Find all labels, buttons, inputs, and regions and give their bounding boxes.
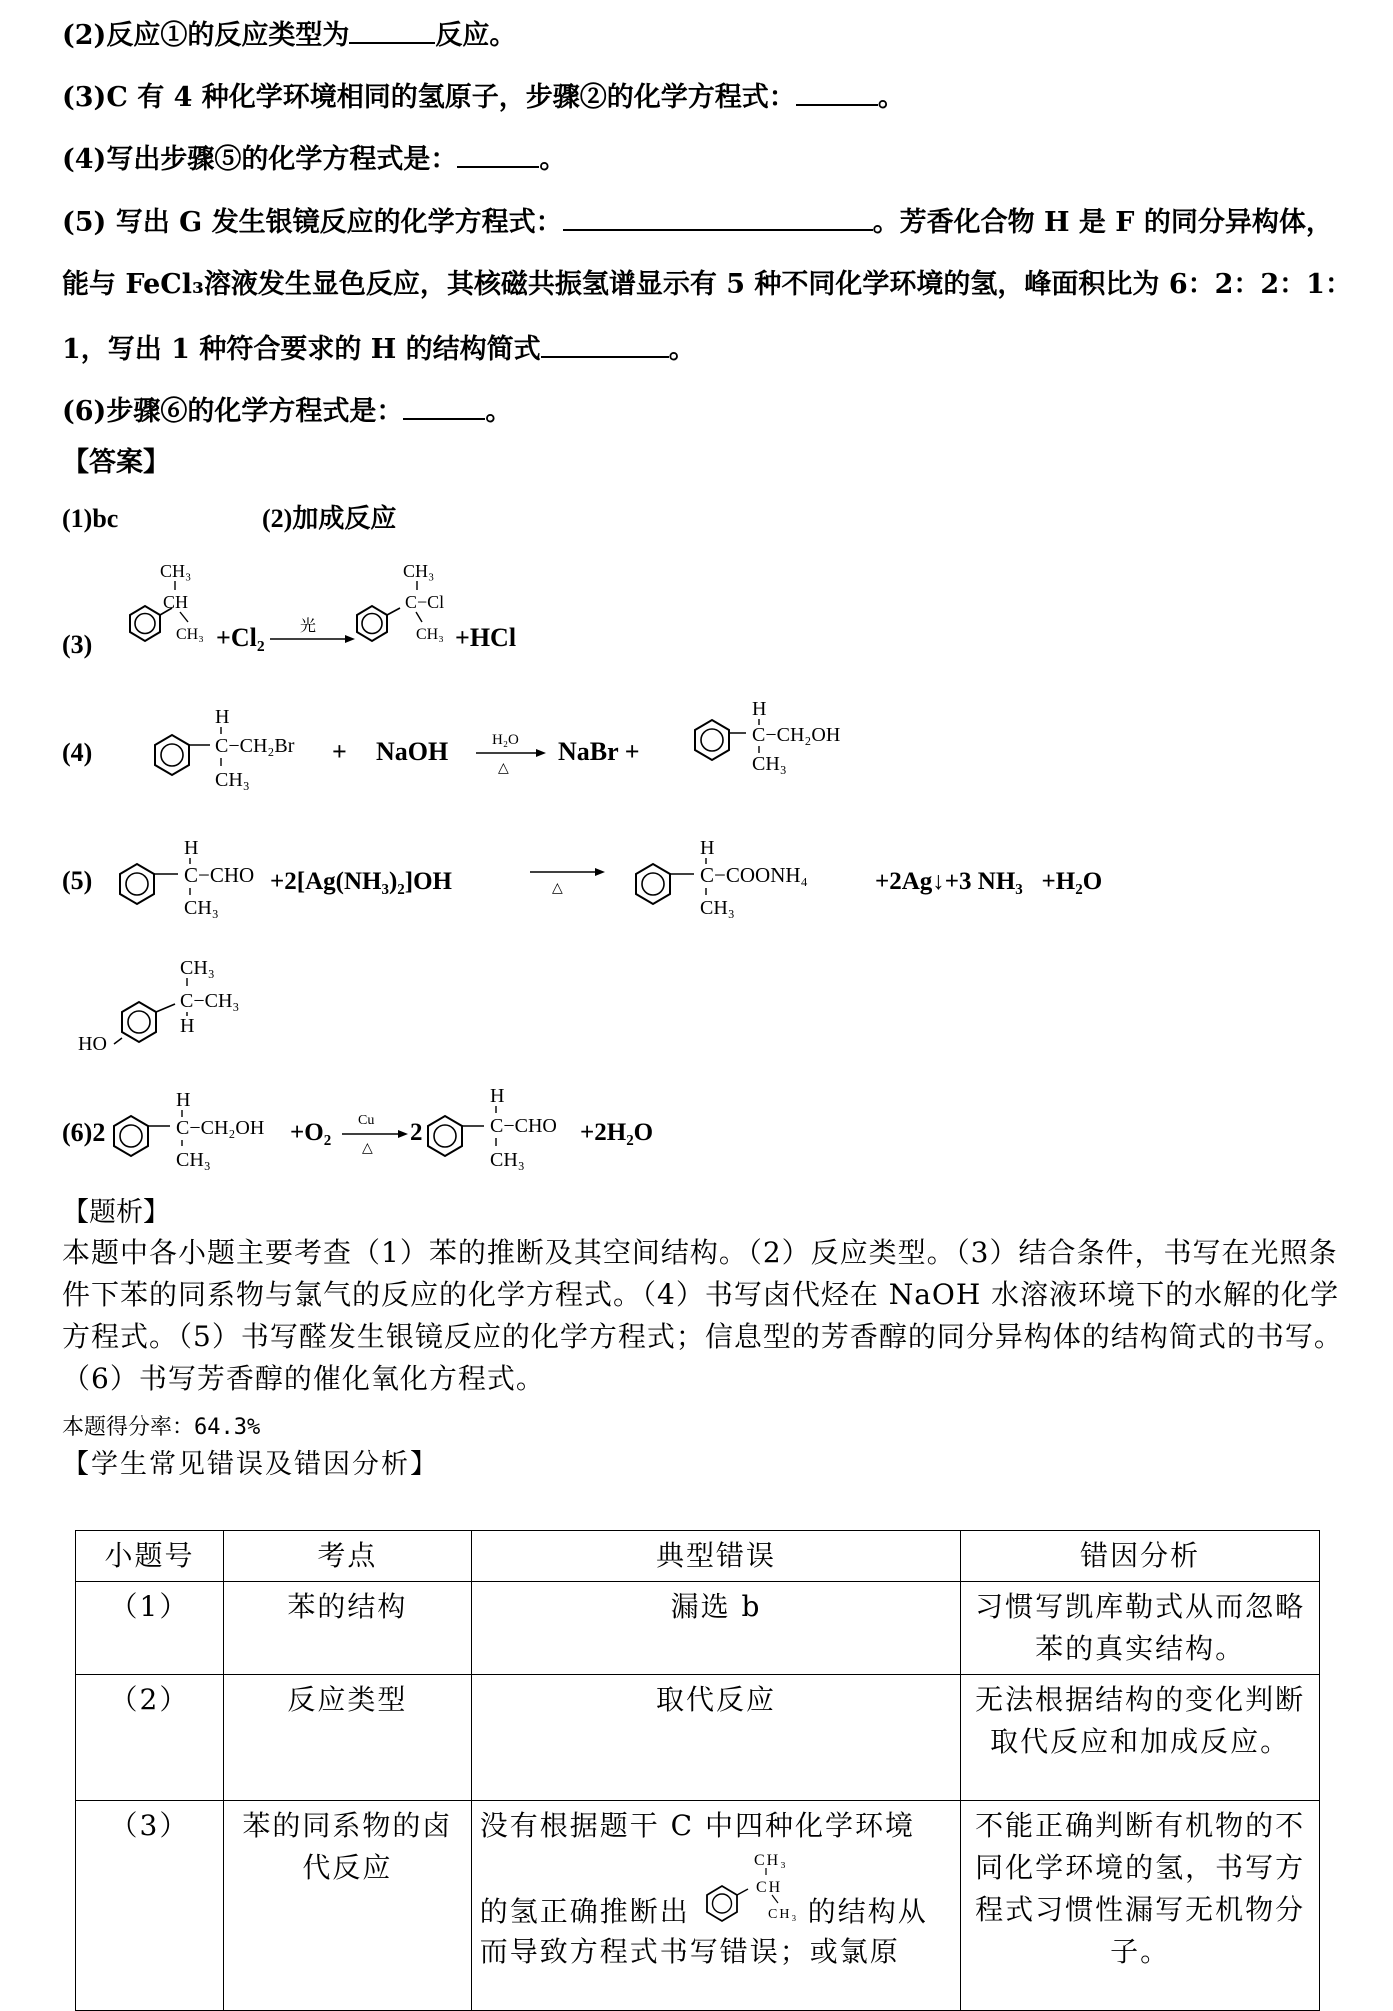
hydrogen-label: H xyxy=(490,1085,505,1107)
chlorine-reagent: +Cl₂ xyxy=(216,623,265,652)
row-mistake-line: 的氢正确推断出 xyxy=(479,1895,690,1928)
hydrogen-label: H xyxy=(176,1089,191,1111)
row-mistake xyxy=(471,1801,961,2011)
column-header: 错因分析 xyxy=(961,1531,1320,1582)
ch2oh-group: C−CH₂OH xyxy=(752,724,841,746)
methyl-label: CH₃ xyxy=(160,561,192,581)
row-mistake-line: 没有根据题干 C 中四种化学环境 xyxy=(479,1809,915,1842)
row-mistake-line: 的结构从 xyxy=(807,1895,928,1928)
analysis-text: 本题中各小题主要考查（1）苯的推断及其空间结构。（2）反应类型。（3）结合条件，书写在光照条件下苯的同系物与氯气的反应的化学方程式。（4）书写卤代烃在 NaOH 水溶液环境下的水解的化学方程式。（5）书写醛发生银镜反应的化学方程式；信息型的芳香醇的同分异构体的结构简式的书写。（6）书写芳香醇的催化氧化方程式。 xyxy=(62,1236,1343,1395)
methyl-label: CH₃ xyxy=(753,1852,788,1869)
answer-blank xyxy=(403,394,485,420)
methyl-label: CH₃ xyxy=(767,1907,799,1922)
ch2oh-group: C−CH₂OH xyxy=(176,1117,265,1139)
heat-condition: △ xyxy=(362,1141,373,1156)
answer-blank xyxy=(457,142,539,168)
silver-mirror-products: +2Ag↓+3 NH₃ +H₂O xyxy=(875,868,1103,895)
light-condition: 光 xyxy=(300,618,317,635)
column-header: 小题号 xyxy=(76,1531,224,1582)
question-2-suffix: 反应。 xyxy=(435,20,517,51)
question-3-text: (3)C 有 4 种化学环境相同的氢原子，步骤②的化学方程式： xyxy=(62,82,796,113)
question-5-line-2: 能与 FeCl₃溶液发生显色反应，其核磁共振氢谱显示有 5 种不同化学环境的氢，峰面积比为 6：2：2：1： xyxy=(62,269,1352,300)
methyl-label: CH₃ xyxy=(215,769,250,791)
answer-blank xyxy=(541,332,669,358)
row-point: 苯的同系物的卤代反应 xyxy=(223,1801,471,2011)
heat-condition: △ xyxy=(498,761,509,776)
ch-label: CH xyxy=(755,1879,782,1896)
question-5-text-end: 。芳香化合物 H 是 F 的同分异构体， xyxy=(872,207,1333,238)
question-5-line-3-suffix: 。 xyxy=(668,334,696,365)
methyl-label: CH₃ xyxy=(700,897,735,919)
hydroxyl-label: HO xyxy=(78,1033,107,1055)
methyl-label: CH₃ xyxy=(184,897,219,919)
water-product: +2H₂O xyxy=(580,1119,654,1146)
question-4-suffix: 。 xyxy=(539,144,567,175)
table-row xyxy=(76,1582,1320,1675)
methyl-label: CH₃ xyxy=(403,561,435,581)
question-5-line-3-text: 1，写出 1 种符合要求的 H 的结构简式 xyxy=(62,334,541,365)
question-2 xyxy=(62,18,516,53)
ammonium-carboxylate-group: C−COONH₄ xyxy=(700,863,808,887)
oxygen-reagent: +O₂ xyxy=(290,1119,332,1146)
equation-5 xyxy=(110,832,1170,932)
ch-label: CH xyxy=(163,592,189,612)
equation-3 xyxy=(100,555,560,675)
answer-2: (2)加成反应 xyxy=(262,504,397,533)
methyl-label: CH₃ xyxy=(490,1149,525,1171)
column-header: 典型错误 xyxy=(471,1531,961,1582)
question-5-line-1 xyxy=(62,205,1333,240)
hydrogen-label: H xyxy=(215,706,230,728)
row-reason: 无法根据结构的变化判断取代反应和加成反应。 xyxy=(961,1675,1320,1801)
equation-4 xyxy=(140,700,900,810)
answer-blank xyxy=(349,18,435,44)
benzene-ring xyxy=(122,1002,156,1042)
answer-header: 【答案】 xyxy=(62,447,170,478)
question-5-text: (5) 写出 G 发生银镜反应的化学方程式： xyxy=(62,207,563,238)
answer-blank xyxy=(563,205,873,231)
question-5-line-3 xyxy=(62,332,696,367)
hcl-product: +HCl xyxy=(455,623,517,652)
benzene-ring xyxy=(155,735,189,775)
water-condition: H₂O xyxy=(492,732,519,748)
row-mistake: 取代反应 xyxy=(471,1675,961,1801)
methyl-label: CH₃ xyxy=(416,626,444,643)
row-point: 反应类型 xyxy=(223,1675,471,1801)
isopropyl-group: C−CH₃ xyxy=(180,990,240,1012)
row-number: （3） xyxy=(76,1801,224,2011)
analysis-header: 【题析】 xyxy=(62,1197,170,1228)
copper-catalyst: Cu xyxy=(358,1113,375,1128)
ch2br-group: C−CH₂Br xyxy=(215,735,295,757)
answer-4-label: (4) xyxy=(62,738,93,767)
tollens-reagent: +2[Ag(NH₃)₂]OH xyxy=(270,868,452,895)
methyl-label: CH₃ xyxy=(180,957,215,979)
benzene-ring xyxy=(114,1116,148,1156)
hydrogen-label: H xyxy=(700,837,715,859)
row-mistake-line: 而导致方程式书写错误；或氯原 xyxy=(479,1935,900,1968)
question-4-text: (4)写出步骤⑤的化学方程式是： xyxy=(62,144,458,175)
hydrogen-label: H xyxy=(180,1015,195,1037)
c-cl-label: C−Cl xyxy=(405,592,445,612)
benzene-ring xyxy=(636,864,670,904)
answer-blank xyxy=(796,80,878,106)
hydrogen-label: H xyxy=(752,700,767,720)
coefficient: 2 xyxy=(410,1119,423,1146)
row-mistake: 漏选 b xyxy=(471,1582,961,1675)
question-6 xyxy=(62,394,512,429)
methyl-label: CH₃ xyxy=(752,753,787,775)
benzene-ring xyxy=(120,864,154,904)
naoh-reagent: NaOH xyxy=(376,737,449,766)
question-4 xyxy=(62,142,566,177)
question-3 xyxy=(62,80,905,115)
aldehyde-group: C−CHO xyxy=(184,863,255,887)
aldehyde-group: C−CHO xyxy=(490,1115,557,1137)
row-reason: 不能正确判断有机物的不同化学环境的氢，书写方程式习惯性漏写无机物分子。 xyxy=(961,1801,1320,2011)
error-analysis-table xyxy=(75,1530,1320,2011)
question-2-text: (2)反应①的反应类型为 xyxy=(62,20,350,51)
score-rate: 本题得分率：64.3% xyxy=(62,1415,261,1440)
question-3-suffix: 。 xyxy=(877,82,905,113)
methyl-label: CH₃ xyxy=(176,626,204,643)
row-number: （1） xyxy=(76,1582,224,1675)
structure-h xyxy=(70,950,330,1060)
benzene-ring xyxy=(357,606,387,641)
row-point: 苯的结构 xyxy=(223,1582,471,1675)
nabr-product: NaBr + xyxy=(558,737,640,766)
benzene-ring xyxy=(695,720,729,760)
table-header-row xyxy=(76,1531,1320,1582)
plus-sign: + xyxy=(332,737,347,766)
heat-condition: △ xyxy=(552,881,563,896)
table-row xyxy=(76,1675,1320,1801)
answer-5-label: (5) xyxy=(62,866,93,895)
errors-header: 【学生常见错误及错因分析】 xyxy=(62,1449,439,1480)
answer-3-label: (3) xyxy=(62,630,93,659)
answer-6-label: (6)2 xyxy=(62,1118,106,1147)
equation-6 xyxy=(110,1082,710,1182)
hydrogen-label: H xyxy=(184,837,199,859)
question-6-text: (6)步骤⑥的化学方程式是： xyxy=(62,396,404,427)
answer-1: (1)bc xyxy=(62,504,119,533)
column-header: 考点 xyxy=(223,1531,471,1582)
row-mistake-structure-line xyxy=(480,1847,953,1931)
row-number: （2） xyxy=(76,1675,224,1801)
benzene-ring xyxy=(130,606,160,641)
benzene-ring xyxy=(428,1116,462,1156)
row-reason: 习惯写凯库勒式从而忽略苯的真实结构。 xyxy=(961,1582,1320,1675)
table-row xyxy=(76,1801,1320,2011)
methyl-label: CH₃ xyxy=(176,1149,211,1171)
cumene-structure xyxy=(702,1847,812,1931)
question-6-suffix: 。 xyxy=(485,396,513,427)
